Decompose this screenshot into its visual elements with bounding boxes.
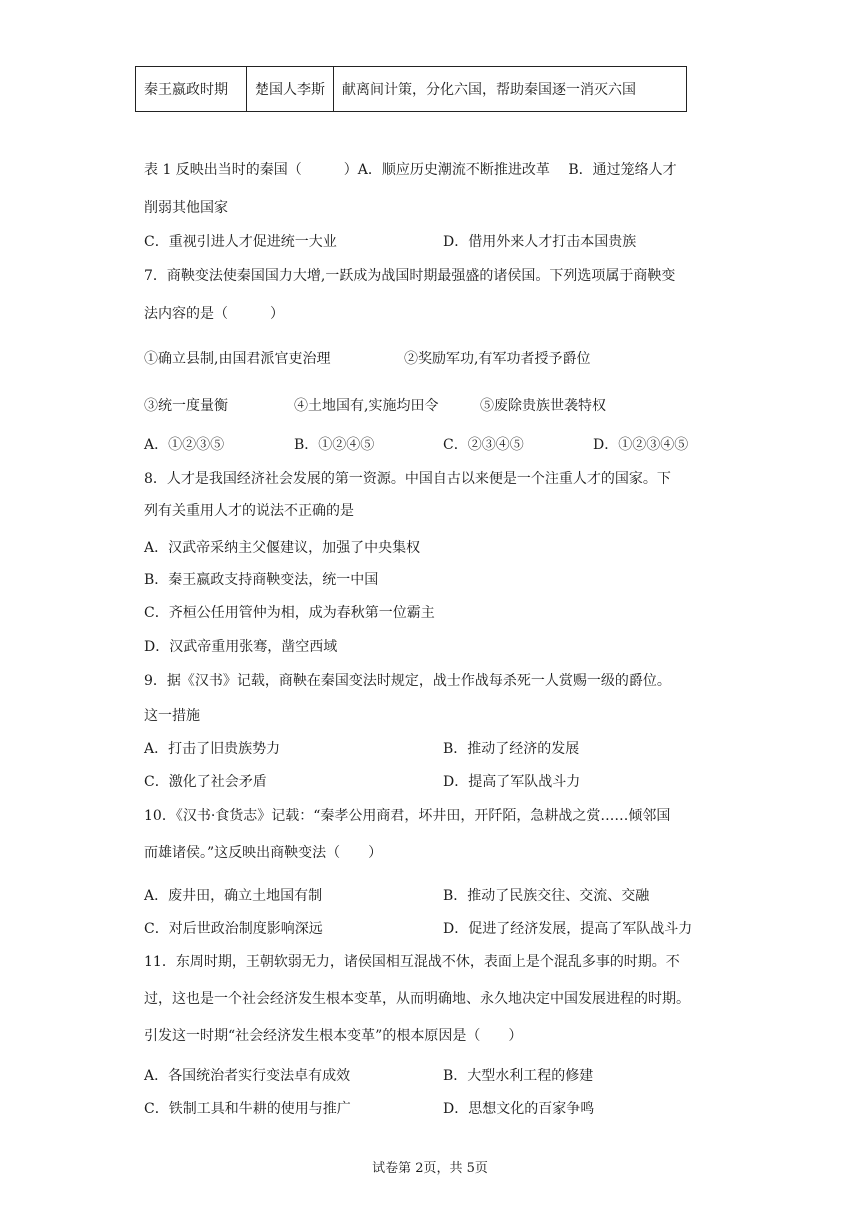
q9-option-c: C．激化了社会矛盾 xyxy=(144,774,267,790)
q7-option-a: A．①②③⑤ xyxy=(144,437,225,453)
table-cell-period: 秦王嬴政时期 xyxy=(136,67,247,112)
q6-option-d: D．借用外来人才打击本国贵族 xyxy=(443,234,637,250)
q7-item-3: ③统一度量衡 xyxy=(144,398,228,414)
q7-stem-line2: 法内容的是（ ） xyxy=(144,306,284,322)
q7-option-d: D．①②③④⑤ xyxy=(593,437,689,453)
q8-option-d: D．汉武帝重用张骞，凿空西域 xyxy=(144,639,338,655)
q11-option-d: D．思想文化的百家争鸣 xyxy=(443,1101,595,1117)
q6-stem-line1: 表 1 反映出当时的秦国（ ）A．顺应历史潮流不断推进改革 B．通过笼络人才 xyxy=(144,162,677,178)
q10-option-c: C．对后世政治制度影响深远 xyxy=(144,921,323,937)
q11-option-b: B．大型水利工程的修建 xyxy=(443,1068,594,1084)
q7-option-c: C．②③④⑤ xyxy=(443,437,524,453)
q10-option-a: A．废井田，确立土地国有制 xyxy=(144,888,323,904)
q9-stem-line2: 这一措施 xyxy=(144,708,200,724)
q7-item-1: ①确立县制,由国君派官吏治理 xyxy=(144,351,331,367)
q9-option-a: A．打击了旧贵族势力 xyxy=(144,741,281,757)
table-row xyxy=(136,67,687,112)
q8-option-a: A．汉武帝采纳主父偃建议，加强了中央集权 xyxy=(144,540,421,556)
q11-option-a: A．各国统治者实行变法卓有成效 xyxy=(144,1068,351,1084)
q11-option-c: C．铁制工具和牛耕的使用与推广 xyxy=(144,1101,351,1117)
q10-stem-line2: 而雄诸侯。”这反映出商鞅变法（ ） xyxy=(144,845,383,861)
q10-stem-line1: 10．《汉书·食货志》记载：“秦孝公用商君，坏井田，开阡陌，急耕战之赏……倾邻国 xyxy=(144,808,671,824)
q9-stem-line1: 9．据《汉书》记载，商鞅在秦国变法时规定，战士作战每杀死一人赏赐一级的爵位。 xyxy=(144,673,671,689)
table-cell-deed: 献离间计策，分化六国，帮助秦国逐一消灭六国 xyxy=(334,67,687,112)
q7-item-5: ⑤废除贵族世袭特权 xyxy=(480,398,606,414)
q11-stem-line3: 引发这一时期“社会经济发生根本变革”的根本原因是（ ） xyxy=(144,1028,523,1044)
page-footer: 试卷第 2页，共 5页 xyxy=(372,1161,488,1176)
q6-stem-line2: 削弱其他国家 xyxy=(144,200,228,216)
q6-option-c: C．重视引进人才促进统一大业 xyxy=(144,234,337,250)
q11-stem-line1: 11．东周时期，王朝软弱无力，诸侯国相互混战不休，表面上是个混乱多事的时期。不 xyxy=(144,954,680,970)
q11-stem-line2: 过，这也是一个社会经济发生根本变革，从而明确地、永久地决定中国发展进程的时期。 xyxy=(144,991,690,1007)
table-cell-person: 楚国人李斯 xyxy=(247,67,334,112)
q8-option-b: B．秦王嬴政支持商鞅变法，统一中国 xyxy=(144,572,379,588)
q9-option-b: B．推动了经济的发展 xyxy=(443,741,580,757)
q7-stem-line1: 7．商鞅变法使秦国国力大增,一跃成为战国时期最强盛的诸侯国。下列选项属于商鞅变 xyxy=(144,268,676,284)
q7-option-b: B．①②④⑤ xyxy=(294,437,375,453)
q8-option-c: C．齐桓公任用管仲为相，成为春秋第一位霸主 xyxy=(144,605,435,621)
q7-item-2: ②奖励军功,有军功者授予爵位 xyxy=(404,351,591,367)
q8-stem-line1: 8．人才是我国经济社会发展的第一资源。中国自古以来便是一个注重人才的国家。下 xyxy=(144,471,671,487)
q10-option-d: D．促进了经济发展，提高了军队战斗力 xyxy=(443,921,693,937)
q9-option-d: D．提高了军队战斗力 xyxy=(443,774,581,790)
table-1-continuation xyxy=(135,66,687,112)
q8-stem-line2: 列有关重用人才的说法不正确的是 xyxy=(144,503,354,519)
q7-item-4: ④土地国有,实施均田令 xyxy=(294,398,439,414)
q10-option-b: B．推动了民族交往、交流、交融 xyxy=(443,888,650,904)
